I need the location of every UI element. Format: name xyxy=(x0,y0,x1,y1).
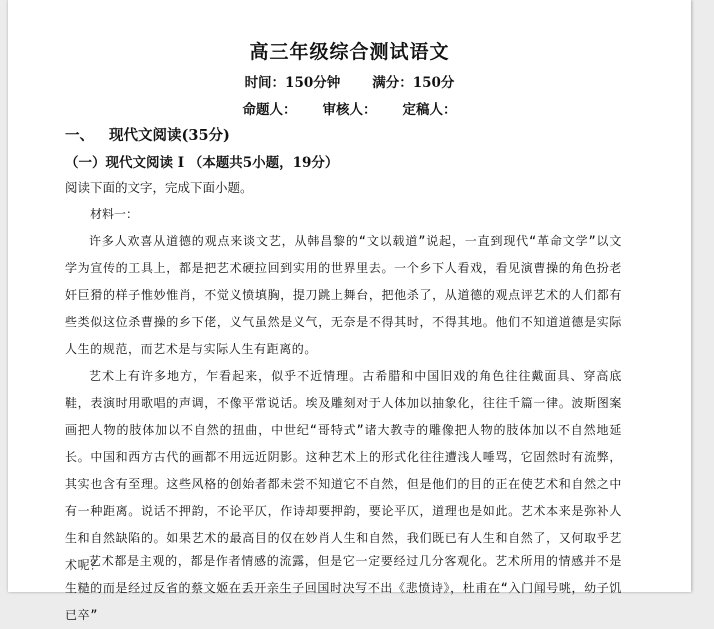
instruction-text: 阅读下面的文字，完成下面小题。 xyxy=(65,180,253,195)
page-title: 高三年级综合测试语文 xyxy=(249,41,450,63)
time-label: 时间：150分钟 xyxy=(244,75,341,91)
section-title: 现代文阅读(35分) xyxy=(109,127,230,144)
setter-label: 命题人： xyxy=(242,102,297,118)
paragraph: 艺术上有许多地方，乍看起来，似乎不近情理。古希腊和中国旧戏的角色往往戴面具、穿高底鞋，表演时用歌唱的声调，不像平常说话。埃及雕刻对于人体加以抽象化，往往千篇一律。波斯图案画把人物的肢体加以不自然的扭曲，中世纪“哥特式”诸大教寺的雕像把人物的肢体加以不自然地延长。中国和西方古代的画都不用远近阴影。这种艺术上的形式化往往遭浅人唾骂，它固然时有流弊，其实也含有至理。这些风格的创始者都未尝不知道它不自然，但是他们的目的正在使艺术和自然之中有一种距离。说话不押韵，不论平仄，作诗却要押韵，要论平仄，道理也是如此。艺术本来是弥补人生和自然缺陷的。如果艺术的最高目的仅在妙肖人生和自然，我们既已有人生和自然了，又何取乎艺术呢？ xyxy=(65,369,622,572)
paragraph: 许多人欢喜从道德的观点来谈文艺，从韩昌黎的“文以载道”说起，一直到现代“革命文学”以文学为宣传的工具上，都是把艺术硬拉回到实用的世界里去。一个乡下人看戏，看见演曹操的角色扮老奸巨猾的样子惟妙惟肖，不觉义愤填胸，提刀跳上舞台，把他杀了，从道德的观点评艺术的人们都有些类似这位杀曹操的乡下佬，义气虽然是义气，无奈是不得其时，不得其地。他们不知道道德是实际人生的规范，而艺术是与实际人生有距离的。 xyxy=(65,234,622,356)
exam-meta-time-score xyxy=(8,71,691,91)
section-heading xyxy=(65,124,230,145)
material-label: 材料一： xyxy=(90,207,139,221)
score-label: 满分：150分 xyxy=(372,75,455,91)
document-page xyxy=(8,0,691,622)
section-number: 一、 xyxy=(65,127,94,144)
subsection-heading: （一）现代文阅读 I （本题共5小题，19分） xyxy=(65,155,339,171)
paragraph: 艺术都是主观的，都是作者情感的流露，但是它一定要经过几分客观化。艺术所用的情感并不是生糙的而是经过反省的蔡文姬在丢开亲生子回国时决写不出《悲愤诗》，杜甫在“入门闻号咷，幼子饥已卒” xyxy=(65,554,622,622)
exam-meta-staff xyxy=(8,98,691,118)
finalizer-label: 定稿人： xyxy=(402,102,457,118)
reviewer-label: 审核人： xyxy=(322,102,377,118)
